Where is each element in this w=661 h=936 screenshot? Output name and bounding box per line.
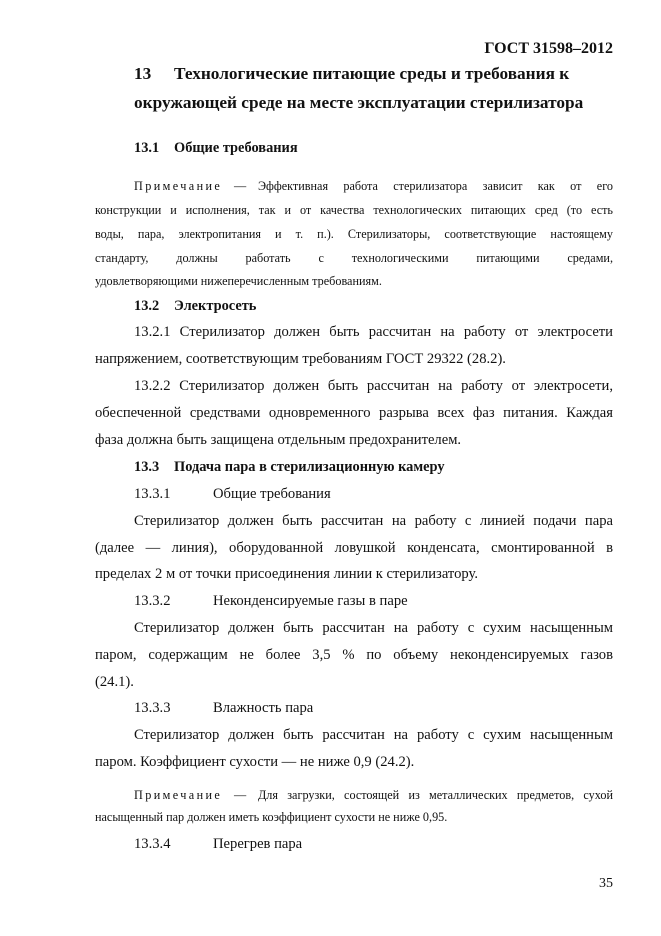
note-label: Примечание [134, 788, 223, 802]
section-13-1-title: Общие требования [174, 140, 298, 156]
note-label: Примечание [134, 179, 223, 193]
para-13-3-3-line1: Стерилизатор должен быть рассчитан на работу с сухим насыщенным [134, 727, 613, 743]
note-text: Эффективная работа стерилизатора зависит как от его [257, 179, 613, 193]
subsection-13-3-3-number: 13.3.3 [134, 700, 171, 716]
para-13-3-2-line1: Стерилизатор должен быть рассчитан на работу с сухим насыщенным [134, 620, 613, 636]
subsection-13-3-3-title: Влажность пара [213, 700, 314, 716]
para-13-2-1-line2: напряжением, соответствующим требованиям ГОСТ 29322 (28.2). [95, 351, 506, 367]
para-13-2-2-line2: обеспеченной средствами одновременного разрыва всех фаз питания. Каждая [95, 405, 613, 421]
note-dash: — [234, 788, 247, 802]
standard-designation: ГОСТ 31598–2012 [484, 40, 613, 57]
note-13-1-line1 [134, 179, 613, 194]
note-text: Для загрузки, состоящей из металлических предметов, сухой [257, 788, 613, 802]
section-13-2-title: Электросеть [174, 298, 257, 314]
note-dash: — [234, 179, 247, 193]
subsection-13-3-1-title: Общие требования [213, 486, 331, 502]
section-13-title-line2: окружающей среде на месте эксплуатации стерилизатора [134, 93, 584, 112]
section-13-title-line1: Технологические питающие среды и требования к [174, 64, 570, 83]
subsection-13-3-2-number: 13.3.2 [134, 593, 171, 609]
note-13-1-line5: удовлетворяющими нижеперечисленным требованиям. [95, 274, 382, 288]
para-13-3-2-line3: (24.1). [95, 674, 134, 690]
section-13-number: 13 [134, 64, 152, 83]
subsection-13-3-4-number: 13.3.4 [134, 836, 171, 852]
note-13-3-3-line2: насыщенный пар должен иметь коэффициент сухости не ниже 0,95. [95, 810, 448, 824]
para-13-2-1-line1: 13.2.1 Стерилизатор должен быть рассчитан на работу от электросети [134, 324, 613, 340]
section-13-3-title: Подача пара в стерилизационную камеру [174, 459, 445, 475]
para-13-2-2-line1: 13.2.2 Стерилизатор должен быть рассчитан на работу от электросети, [134, 378, 613, 394]
subsection-13-3-2-title: Неконденсируемые газы в паре [213, 593, 408, 609]
page-number: 35 [599, 876, 613, 891]
para-13-3-1-line2: (далее — линия), оборудованной ловушкой конденсата, смонтированной в [95, 540, 613, 556]
subsection-13-3-1-number: 13.3.1 [134, 486, 171, 502]
note-13-1-line3: воды, пара, электропитания и т. п.). Стерилизаторы, соответствующие настоящему [95, 227, 613, 241]
section-13-1-number: 13.1 [134, 140, 160, 156]
subsection-13-3-4-title: Перегрев пара [213, 836, 303, 852]
para-13-3-1-line1: Стерилизатор должен быть рассчитан на работу с линией подачи пара [134, 513, 613, 529]
para-13-2-2-line3: фаза должна быть защищена отдельным предохранителем. [95, 432, 462, 448]
para-13-3-2-line2: паром, содержащим не более 3,5 % по объему неконденсируемых газов [95, 647, 613, 663]
note-13-1-line4: стандарту, должны работать с технологическими питающими средами, [95, 251, 613, 265]
para-13-3-1-line3: пределах 2 м от точки присоединения линии к стерилизатору. [95, 566, 478, 582]
para-13-3-3-line2: паром. Коэффициент сухости — не ниже 0,9 (24.2). [95, 754, 415, 770]
note-13-1-line2: конструкции и исполнения, так и от качества технологических питающих сред (то есть [95, 203, 613, 217]
section-13-3-number: 13.3 [134, 459, 160, 475]
section-13-2-number: 13.2 [134, 298, 160, 314]
note-13-3-3-line1 [134, 788, 613, 803]
